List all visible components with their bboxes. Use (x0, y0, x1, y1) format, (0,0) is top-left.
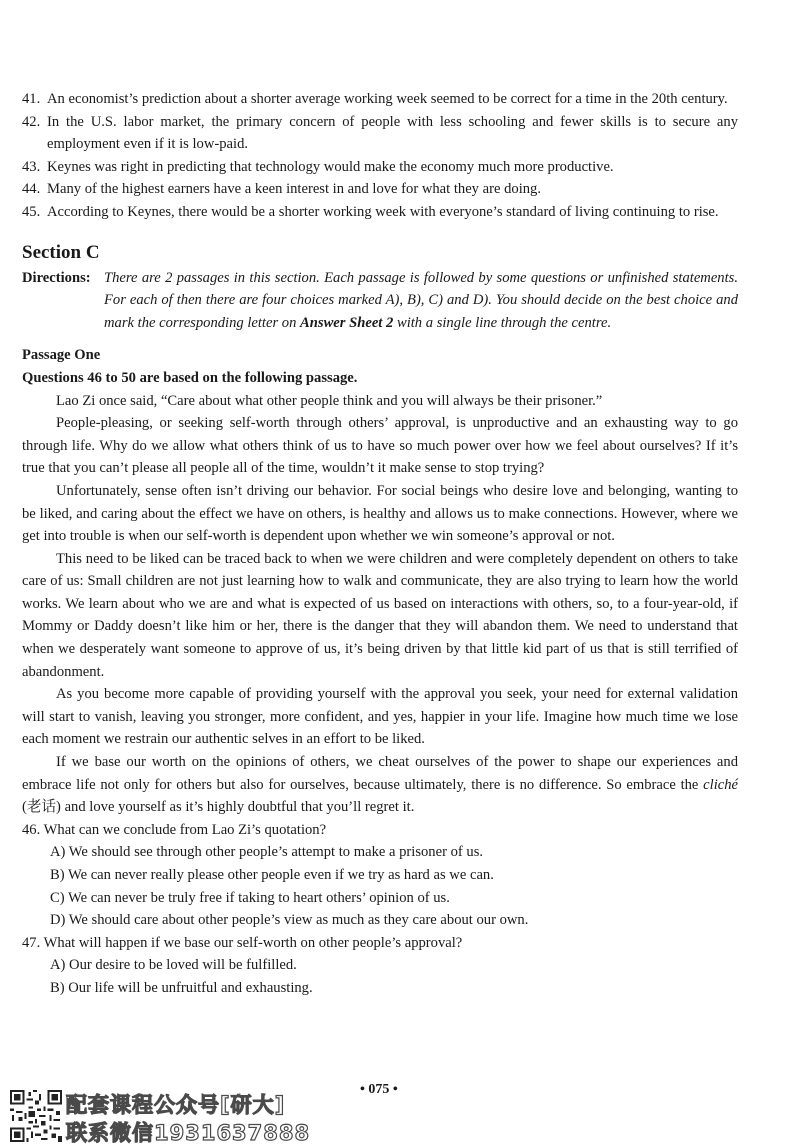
paragraph: As you become more capable of providing yourself with the approval you seek, your need for external validation will start to vanish, leaving you stronger, more confident, and yes, happier in your life. Imagine how much time we lose each moment we restrain our authentic selves in an effort to be liked. (22, 686, 738, 748)
question-47 (22, 932, 738, 1000)
question-41: 41. An economist’s prediction about a shorter average working week seemed to be correct for a time in the 20th century. (22, 91, 728, 107)
option-a: A) We should see through other people’s attempt to make a prisoner of us. (50, 844, 484, 861)
paragraph: People-pleasing, or seeking self-worth through others’ approval, is unproductive and an exhausting way to go through life. Why do we allow what others think of us to have so much power over how we feel about ourselves? If it’s true that you can’t please all people all of the time, wouldn’t it make sense to stop trying? (22, 415, 738, 477)
watermark-line-2: 联系微信1931637888 (66, 1121, 311, 1145)
paragraph: Unfortunately, sense often isn’t driving our behavior. For social beings who desire love and belonging, wanting to be liked, and caring about the effect we have on others, is healthy and allows us to make connections. However, where we get into trouble is when our self-worth is dependent upon whether we win someone’s approval or not. (22, 482, 738, 545)
question-45: 45. According to Keynes, there would be a shorter working week with everyone’s standard of living continuing to rise. (22, 203, 719, 220)
page-content (22, 88, 738, 1000)
directions: Directions: There are 2 passages in this section. Each passage is followed by some questions or unfinished statements. For each of then there are four choices marked A), B), C) and D). You should decide on the best choice and mark the corresponding letter on Answer Sheet 2 with a single line through the centre. (22, 267, 738, 335)
option-b: B) We can never really please other people even if we try as hard as we can. (50, 867, 494, 883)
passage-title: Passage One (22, 347, 101, 364)
passage-subtitle: Questions 46 to 50 are based on the following passage. (22, 369, 358, 386)
option-b: B) Our life will be unfruitful and exhausting. (50, 979, 313, 996)
question-44: 44. Many of the highest earners have a keen interest in and love for what they are doing. (22, 181, 541, 198)
cliche-gloss: (老话) (22, 799, 61, 816)
watermark-line-1: 配套课程公众号[研大] (66, 1093, 286, 1117)
page-number: • 075 • (360, 1082, 398, 1097)
question-46 (22, 819, 738, 932)
question-stem: 46. What can we conclude from Lao Zi’s quotation? (22, 821, 327, 838)
qr-code-icon (10, 1090, 62, 1142)
directions-label: Directions: (22, 269, 91, 286)
paragraph: This need to be liked can be traced back to when we were children and were completely dependent on others to take care of us: Small children are not just learning how to walk and communicate, they are also trying to learn how the world works. We learn about who we are and what is expected of us based on interactions with others, so, to a four-year-old, if Mommy or Daddy doesn’t like him or her, there is the danger that they will abandon them. We need to understand that when we desperately want someone to approve of us, it’s being driven by that little kid part of us that is still terrified of abandonment. (22, 550, 738, 680)
answer-sheet-ref: Answer Sheet 2 (300, 314, 394, 331)
option-d: D) We should care about other people’s view as much as they care about our own. (50, 912, 529, 929)
option-a: A) Our desire to be loved will be fulfilled. (50, 957, 297, 974)
cliche-word: cliché (703, 776, 738, 793)
question-42: 42. In the U.S. labor market, the primary concern of people with less schooling and fewer skills is to secure any employment even if it is low-paid. (22, 113, 738, 153)
question-stem: 47. What will happen if we base our self-worth on other people’s approval? (22, 934, 463, 951)
paragraph: Lao Zi once said, “Care about what other people think and you will always be their prisoner.” (56, 392, 603, 409)
question-43: 43. Keynes was right in predicting that technology would make the economy much more productive. (22, 158, 614, 175)
question-list-41-45 (22, 88, 738, 224)
section-title: Section C (22, 241, 100, 263)
option-c: C) We can never be truly free if taking to heart others’ opinion of us. (50, 889, 450, 906)
paragraph-last: If we base our worth on the opinions of others, we cheat ourselves of the power to shape our experiences and embrace life not only for others but also for ourselves, because ultimately, there is no difference. So embrace the cliché (老话) and love yourself as it’s highly doubtful that you’ll regret it. (22, 754, 738, 816)
